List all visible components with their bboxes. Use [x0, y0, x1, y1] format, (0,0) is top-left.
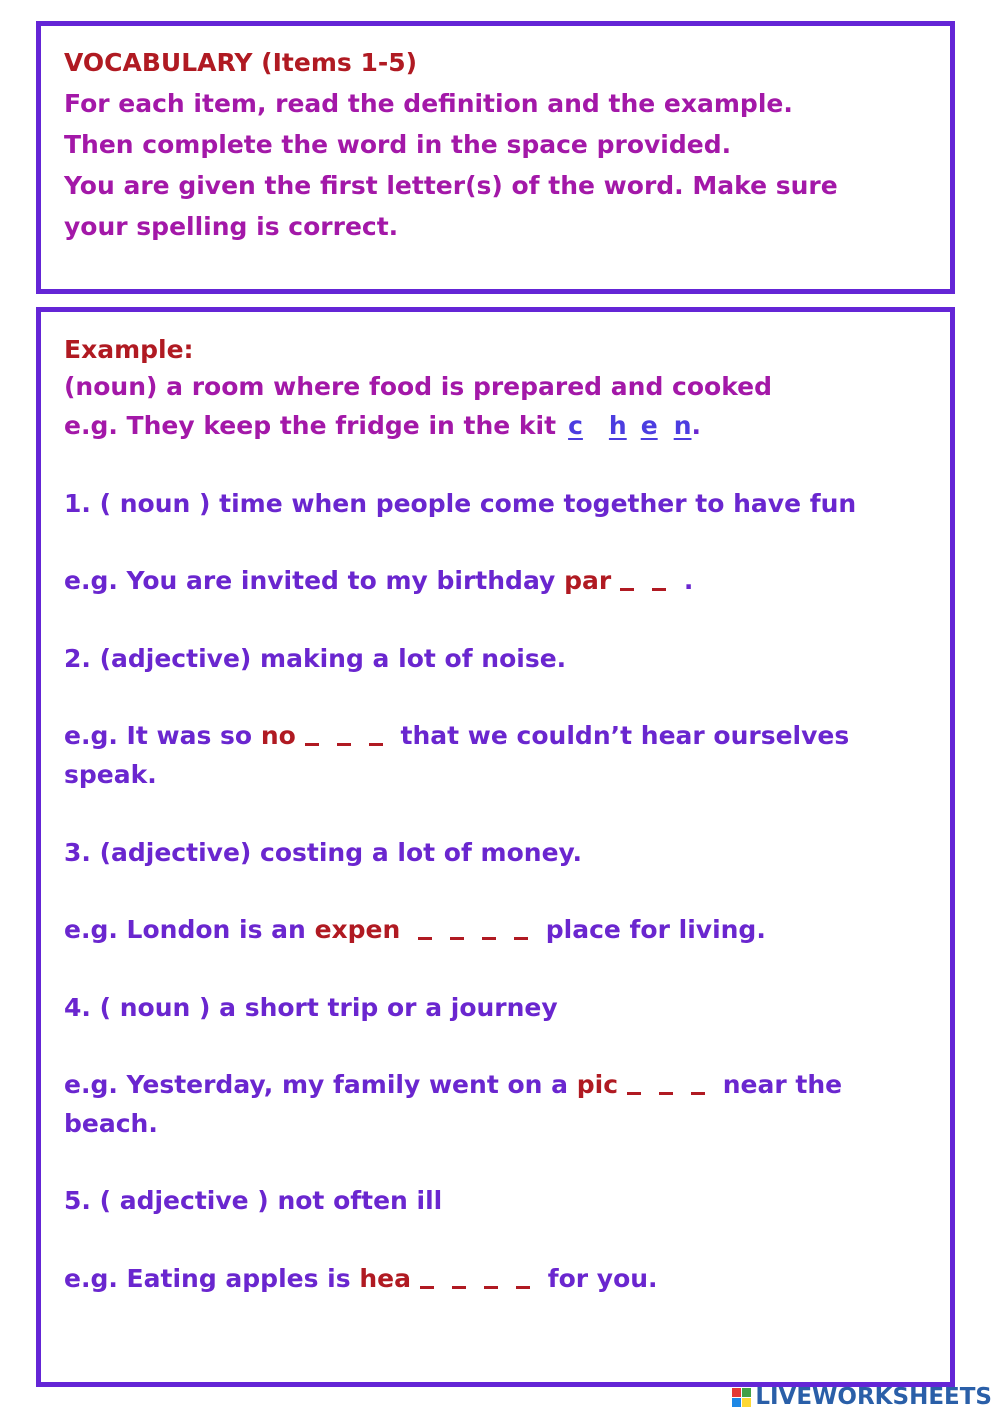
answer-blank[interactable] — [418, 937, 432, 940]
answer-blank[interactable] — [691, 1092, 705, 1095]
answer-blank[interactable] — [652, 588, 666, 591]
item-4-continuation: beach. — [64, 1109, 158, 1138]
item-1-sentence — [64, 566, 693, 596]
item-1-definition: 1. ( noun ) time when people come together to have fun — [64, 489, 857, 518]
example-sentence-text: e.g. They keep the fridge in the kit — [64, 411, 557, 440]
logo-square — [732, 1388, 741, 1397]
answer-blank[interactable] — [620, 588, 634, 591]
item-1-prefix: par — [564, 566, 612, 595]
example-end: . — [691, 411, 701, 440]
item-3-blanks[interactable] — [409, 915, 537, 944]
item-1-after: . — [683, 566, 694, 595]
logo-icon — [732, 1388, 751, 1407]
item-4-prefix: pic — [576, 1070, 619, 1099]
item-4-after: near the — [722, 1070, 843, 1099]
example-letter: c — [568, 411, 583, 440]
answer-blank[interactable] — [369, 743, 383, 746]
liveworksheets-logo[interactable] — [732, 1384, 992, 1410]
item-2-continuation: speak. — [64, 760, 157, 789]
item-5-after: for you. — [547, 1264, 658, 1293]
vocabulary-heading: VOCABULARY (Items 1-5) — [64, 48, 418, 77]
item-2-before: e.g. It was so — [64, 721, 261, 750]
answer-blank[interactable] — [452, 1286, 466, 1289]
answer-blank[interactable] — [514, 937, 528, 940]
example-letter: e — [640, 411, 658, 440]
example-letter: h — [608, 411, 627, 440]
item-2-blanks[interactable] — [296, 721, 392, 750]
item-4-definition: 4. ( noun ) a short trip or a journey — [64, 993, 558, 1022]
instruction-line-4: your spelling is correct. — [64, 212, 399, 241]
item-3-prefix: expen — [314, 915, 401, 944]
item-2-sentence — [64, 721, 849, 751]
item-1-before: e.g. You are invited to my birthday — [64, 566, 565, 595]
item-5-sentence — [64, 1264, 658, 1294]
item-2-definition: 2. (adjective) making a lot of noise. — [64, 644, 567, 673]
example-definition: (noun) a room where food is prepared and cooked — [64, 372, 773, 401]
logo-square — [742, 1388, 751, 1397]
logo-square — [742, 1398, 751, 1407]
item-3-after: place for living. — [545, 915, 766, 944]
item-4-sentence — [64, 1070, 842, 1100]
item-5-blanks[interactable] — [411, 1264, 539, 1293]
answer-blank[interactable] — [337, 743, 351, 746]
answer-blank[interactable] — [450, 937, 464, 940]
answer-blank[interactable] — [305, 743, 319, 746]
item-3-definition: 3. (adjective) costing a lot of money. — [64, 838, 583, 867]
logo-text: LIVEWORKSHEETS — [755, 1384, 992, 1410]
item-3-before: e.g. London is an — [64, 915, 315, 944]
item-1-blanks[interactable] — [611, 566, 675, 595]
item-5-before: e.g. Eating apples is — [64, 1264, 360, 1293]
example-sentence — [64, 411, 701, 441]
instruction-line-1: For each item, read the definition and the example. — [64, 89, 793, 118]
item-4-blanks[interactable] — [618, 1070, 714, 1099]
answer-blank[interactable] — [484, 1286, 498, 1289]
example-letter: n — [673, 411, 692, 440]
answer-blank[interactable] — [659, 1092, 673, 1095]
item-2-after: that we couldn’t hear ourselves — [400, 721, 850, 750]
item-2-prefix: no — [260, 721, 296, 750]
answer-blank[interactable] — [516, 1286, 530, 1289]
example-label: Example: — [64, 335, 194, 364]
item-3-sentence — [64, 915, 766, 945]
answer-blank[interactable] — [482, 937, 496, 940]
instruction-line-3: You are given the first letter(s) of the word. Make sure — [64, 171, 838, 200]
item-4-before: e.g. Yesterday, my family went on a — [64, 1070, 577, 1099]
item-5-definition: 5. ( adjective ) not often ill — [64, 1186, 443, 1215]
logo-square — [732, 1398, 741, 1407]
answer-blank[interactable] — [627, 1092, 641, 1095]
answer-blank[interactable] — [420, 1286, 434, 1289]
item-5-prefix: hea — [359, 1264, 411, 1293]
instruction-line-2: Then complete the word in the space provided. — [64, 130, 732, 159]
